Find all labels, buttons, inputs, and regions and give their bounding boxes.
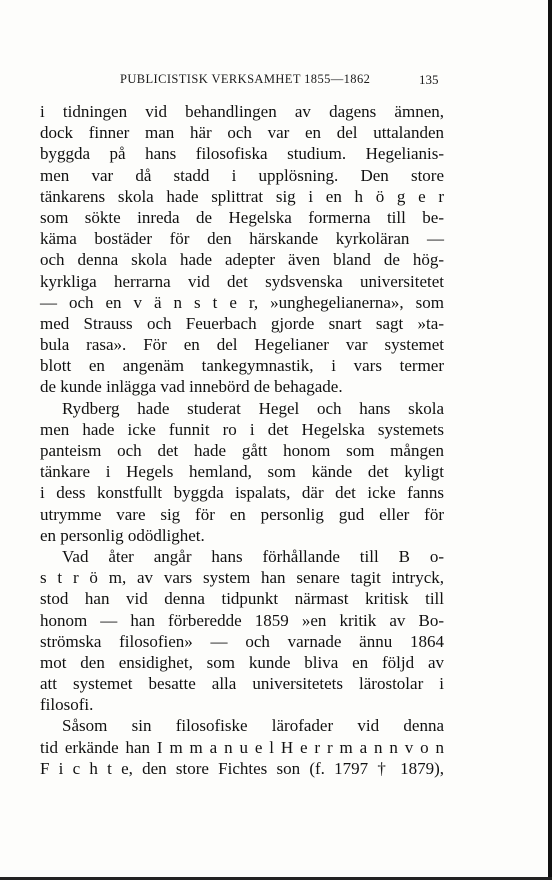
text-line: — och en v ä n s t e r, »unghegelianerna», som — [40, 292, 444, 312]
text-line: filosofi. — [40, 695, 94, 715]
text-line: strömska filosofien» — och varnade ännu 1864 — [40, 631, 444, 651]
text-line: att systemet besatte alla universitetets lärostolar i — [40, 674, 444, 694]
text-line: tänkarens skola hade splittrat sig i en h ö g e r — [40, 186, 444, 206]
text-line: byggda på hans filosofiska studium. Hegelianis- — [40, 144, 444, 164]
text-line: Såsom sin filosofiske lärofader vid denna — [62, 716, 444, 736]
text-line: men var då stadd i upplösning. Den store — [40, 165, 444, 185]
text-line: Rydberg hade studerat Hegel och hans skola — [62, 398, 444, 418]
text-line: och denna skola hade adepter även bland de hög- — [40, 250, 444, 270]
page-edge-shadow — [548, 0, 552, 880]
text-line: panteism och det hade gått honom som mången — [40, 441, 444, 460]
text-line: F i c h t e, den store Fichtes son (f. 1797 † 1879), — [40, 758, 444, 778]
text-line: tänkare i Hegels hemland, som kände det kyligt — [40, 462, 444, 482]
text-line: med Strauss och Feuerbach gjorde snart sagt »ta- — [40, 313, 444, 333]
text-line: s t r ö m, av vars system han senare tagit intryck, — [40, 568, 444, 588]
text-line: i dess konstfullt byggda ispalats, där det icke fanns — [40, 483, 444, 503]
text-line: de kunde inlägga vad innebörd de behagade. — [40, 377, 343, 397]
text-line: men hade icke funnit ro i det Hegelska systemets — [40, 419, 444, 439]
text-line: som sökte inreda de Hegelska formerna till be- — [40, 207, 444, 227]
text-line: blott en angenäm tankegymnastik, i vars termer — [40, 356, 444, 376]
text-line: tid erkände han I m m a n u e l H e r r m a n n v o n — [40, 737, 444, 757]
text-line: kyrkliga herrarna vid det sydsvenska universitetet — [40, 271, 444, 291]
text-line: honom — han förberedde 1859 »en kritik av Bo- — [40, 610, 444, 630]
text-line: utrymme vare sig för en personlig gud eller för — [40, 504, 444, 524]
text-line: Vad åter angår hans förhållande till B o- — [62, 546, 444, 566]
text-line: mot den ensidighet, som kunde bliva en följd av — [40, 652, 444, 672]
text-line: käma bostäder för den härskande kyrkoläran — — [40, 229, 444, 249]
text-line: dock finner man här och var en del uttalanden — [40, 123, 444, 143]
body-text — [40, 101, 444, 779]
text-line: i tidningen vid behandlingen av dagens ämnen, — [40, 102, 444, 121]
running-title: PUBLICISTISK VERKSAMHET 1855—1862 — [120, 72, 371, 86]
text-line: bula rasa». För en del Hegelianer var systemet — [40, 335, 444, 355]
text-line: stod han vid denna tidpunkt närmast kritisk till — [40, 589, 444, 609]
page-number: 135 — [419, 72, 439, 87]
text-line: en personlig odödlighet. — [40, 525, 205, 545]
